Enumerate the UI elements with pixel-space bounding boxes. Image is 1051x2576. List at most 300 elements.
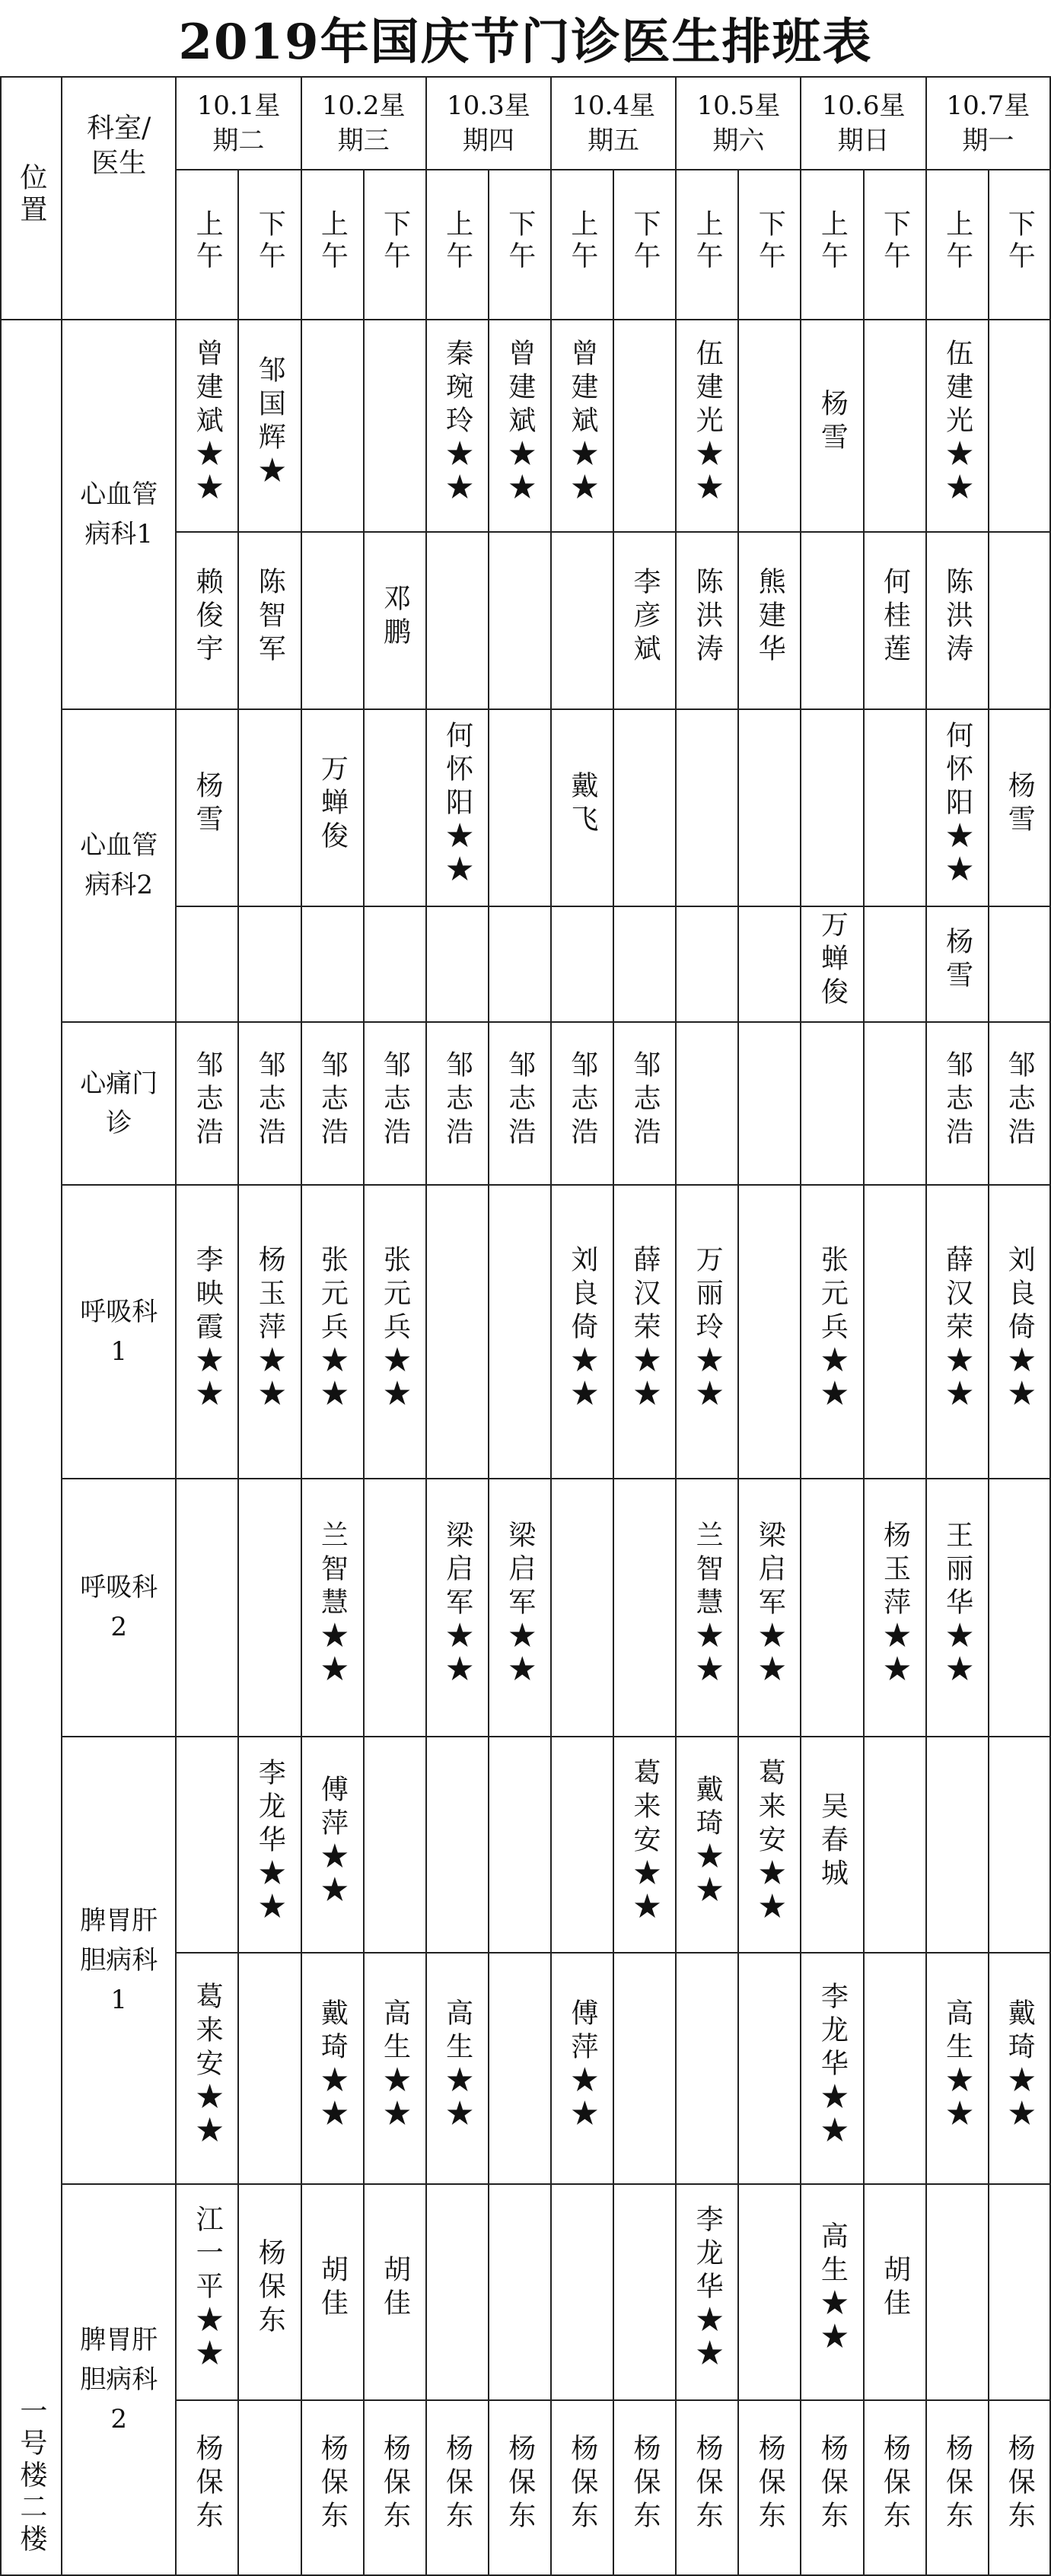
day-date: 10.3星 <box>447 90 530 121</box>
schedule-row <box>1 1185 1050 1478</box>
doctor-name: 何桂莲 <box>879 567 911 668</box>
header-day <box>176 77 301 170</box>
schedule-cell <box>176 906 238 1022</box>
doctor-name: 李龙华★★ <box>817 1981 849 2149</box>
schedule-row <box>1 1737 1050 1953</box>
schedule-cell <box>989 320 1050 532</box>
doctor-name: 梁启军★★ <box>754 1520 786 1688</box>
schedule-cell <box>738 1185 801 1478</box>
schedule-cell <box>176 1022 238 1186</box>
schedule-cell <box>926 1022 989 1186</box>
schedule-cell <box>926 1953 989 2184</box>
department-name: 心血管病科1 <box>80 479 158 550</box>
schedule-cell <box>801 1022 863 1186</box>
schedule-cell <box>301 1185 364 1478</box>
doctor-name: 杨保东 <box>754 2434 786 2535</box>
doctor-name: 陈洪涛 <box>941 567 973 668</box>
schedule-cell <box>489 2184 551 2400</box>
header-dept-label: 科室/医生 <box>87 113 151 179</box>
schedule-cell <box>551 1479 613 1737</box>
header-am-label: 上午 <box>566 209 598 273</box>
doctor-name: 梁启军★★ <box>441 1520 473 1688</box>
schedule-cell <box>551 709 613 906</box>
schedule-cell <box>676 320 738 532</box>
header-am-label: 上午 <box>317 209 349 273</box>
schedule-cell <box>426 2184 489 2400</box>
schedule-cell <box>364 2184 426 2400</box>
doctor-name: 胡佳 <box>317 2255 349 2323</box>
doctor-name: 万蝉俊 <box>317 753 349 855</box>
schedule-cell <box>426 906 489 1022</box>
schedule-cell <box>238 1737 301 1953</box>
doctor-name: 何怀阳★★ <box>441 720 473 888</box>
doctor-name: 邹志浩 <box>379 1049 411 1151</box>
schedule-cell <box>238 906 301 1022</box>
header-pm-label: 下午 <box>754 209 786 273</box>
doctor-name: 邹志浩 <box>504 1049 536 1151</box>
schedule-cell <box>489 1479 551 1737</box>
schedule-cell <box>301 1953 364 2184</box>
doctor-name: 杨保东 <box>317 2434 349 2535</box>
header-am-label: 上午 <box>192 209 224 273</box>
header-pm-label: 下午 <box>1004 209 1036 273</box>
schedule-cell <box>551 906 613 1022</box>
header-pm-label: 下午 <box>379 209 411 273</box>
schedule-cell <box>551 320 613 532</box>
schedule-cell <box>238 1479 301 1737</box>
doctor-name: 赖俊宇 <box>192 567 224 668</box>
header-pm <box>613 170 676 320</box>
header-pm-label: 下午 <box>629 209 661 273</box>
doctor-name: 杨保东 <box>566 2434 598 2535</box>
schedule-cell <box>551 1953 613 2184</box>
schedule-row <box>1 2184 1050 2400</box>
schedule-cell <box>426 320 489 532</box>
day-date: 10.4星 <box>572 90 655 121</box>
doctor-name: 吴春城 <box>817 1791 849 1892</box>
doctor-name: 万丽玲★★ <box>692 1244 724 1412</box>
day-date: 10.7星 <box>946 90 1030 121</box>
schedule-cell <box>238 1185 301 1478</box>
schedule-cell <box>176 1479 238 1737</box>
schedule-cell <box>489 2400 551 2575</box>
schedule-cell <box>238 320 301 532</box>
schedule-cell <box>989 1737 1050 1953</box>
doctor-name: 邓鹏 <box>379 584 411 651</box>
schedule-cell <box>801 1737 863 1953</box>
doctor-name: 何怀阳★★ <box>941 720 973 888</box>
schedule-cell <box>301 2184 364 2400</box>
schedule-cell <box>989 1479 1050 1737</box>
schedule-cell <box>489 709 551 906</box>
schedule-cell <box>613 1022 676 1186</box>
schedule-cell <box>551 2400 613 2575</box>
schedule-cell <box>613 532 676 709</box>
doctor-name: 傅萍★★ <box>566 1998 598 2132</box>
doctor-name: 高生★★ <box>441 1998 473 2132</box>
doctor-name: 邹志浩 <box>254 1049 286 1151</box>
schedule-cell <box>364 1185 426 1478</box>
header-pm <box>364 170 426 320</box>
doctor-name: 邹志浩 <box>441 1049 473 1151</box>
department-cell <box>62 1737 176 2184</box>
schedule-row <box>1 1479 1050 1737</box>
header-am <box>926 170 989 320</box>
doctor-name: 杨保东 <box>504 2434 536 2535</box>
schedule-cell <box>613 2184 676 2400</box>
schedule-cell <box>613 1953 676 2184</box>
header-position-label: 位置 <box>15 163 47 228</box>
doctor-name: 薛汉荣★★ <box>629 1244 661 1412</box>
doctor-name: 高生★★ <box>379 1998 411 2132</box>
department-cell <box>62 1479 176 1737</box>
doctor-name: 邹志浩 <box>192 1049 224 1151</box>
schedule-table <box>0 76 1051 2576</box>
schedule-cell <box>801 532 863 709</box>
schedule-cell <box>801 2400 863 2575</box>
header-pm-label: 下午 <box>504 209 536 273</box>
day-weekday: 期五 <box>588 125 640 156</box>
schedule-cell <box>738 906 801 1022</box>
doctor-name: 杨保东 <box>441 2434 473 2535</box>
doctor-name: 戴琦★★ <box>317 1998 349 2132</box>
schedule-cell <box>738 1737 801 1953</box>
doctor-name: 杨保东 <box>879 2434 911 2535</box>
schedule-cell <box>989 532 1050 709</box>
schedule-row <box>1 320 1050 532</box>
doctor-name: 杨保东 <box>1004 2434 1036 2535</box>
schedule-cell <box>864 1022 926 1186</box>
doctor-name: 梁启军★★ <box>504 1520 536 1688</box>
schedule-cell <box>301 1479 364 1737</box>
doctor-name: 杨保东 <box>941 2434 973 2535</box>
department-name: 脾胃肝胆病科1 <box>80 1906 158 2016</box>
doctor-name: 刘良倚★★ <box>1004 1244 1036 1412</box>
schedule-cell <box>676 1022 738 1186</box>
schedule-cell <box>738 2184 801 2400</box>
schedule-cell <box>676 2400 738 2575</box>
department-cell <box>62 1185 176 1478</box>
schedule-cell <box>676 1185 738 1478</box>
doctor-name: 杨保东 <box>192 2434 224 2535</box>
schedule-cell <box>364 709 426 906</box>
header-day <box>676 77 801 170</box>
schedule-cell <box>426 709 489 906</box>
header-dept <box>62 77 176 320</box>
schedule-cell <box>364 1022 426 1186</box>
doctor-name: 王丽华★★ <box>941 1520 973 1688</box>
schedule-cell <box>426 1737 489 1953</box>
doctor-name: 李彦斌 <box>629 567 661 668</box>
header-pm-label: 下午 <box>879 209 911 273</box>
header-pm <box>864 170 926 320</box>
schedule-cell <box>301 532 364 709</box>
schedule-cell <box>551 2184 613 2400</box>
schedule-cell <box>801 906 863 1022</box>
schedule-cell <box>364 1737 426 1953</box>
header-position <box>1 77 62 320</box>
department-name: 脾胃肝胆病科2 <box>80 2325 158 2435</box>
schedule-cell <box>864 709 926 906</box>
schedule-cell <box>926 532 989 709</box>
header-am-label: 上午 <box>941 209 973 273</box>
schedule-cell <box>989 1953 1050 2184</box>
doctor-name: 薛汉荣★★ <box>941 1244 973 1412</box>
schedule-cell <box>176 2400 238 2575</box>
doctor-name: 杨保东 <box>379 2434 411 2535</box>
schedule-cell <box>426 1479 489 1737</box>
doctor-name: 杨玉萍★★ <box>254 1244 286 1412</box>
doctor-name: 李龙华★★ <box>254 1757 286 1925</box>
day-date: 10.1星 <box>196 90 281 121</box>
schedule-cell <box>364 1479 426 1737</box>
doctor-name: 伍建光★★ <box>941 339 973 507</box>
schedule-cell <box>676 906 738 1022</box>
schedule-cell <box>301 709 364 906</box>
schedule-cell <box>426 1185 489 1478</box>
schedule-cell <box>738 2400 801 2575</box>
doctor-name: 刘良倚★★ <box>566 1244 598 1412</box>
schedule-cell <box>676 1479 738 1737</box>
doctor-name: 曾建斌★★ <box>504 339 536 507</box>
schedule-cell <box>613 709 676 906</box>
schedule-cell <box>238 1022 301 1186</box>
header-am <box>301 170 364 320</box>
schedule-cell <box>176 1185 238 1478</box>
header-pm <box>989 170 1050 320</box>
doctor-name: 李龙华★★ <box>692 2205 724 2373</box>
doctor-name: 邹国辉★ <box>254 355 286 490</box>
schedule-cell <box>926 320 989 532</box>
header-am <box>426 170 489 320</box>
header-pm-label: 下午 <box>254 209 286 273</box>
schedule-cell <box>489 1737 551 1953</box>
schedule-cell <box>426 2400 489 2575</box>
schedule-cell <box>551 1185 613 1478</box>
header-am-label: 上午 <box>817 209 849 273</box>
schedule-cell <box>864 1737 926 1953</box>
schedule-cell <box>801 320 863 532</box>
doctor-name: 杨保东 <box>629 2434 661 2535</box>
location-label: 一号楼二楼 <box>15 2396 47 2556</box>
day-weekday: 期三 <box>337 125 390 156</box>
header-am <box>176 170 238 320</box>
schedule-cell <box>926 1185 989 1478</box>
schedule-cell <box>364 532 426 709</box>
schedule-cell <box>738 532 801 709</box>
doctor-name: 葛来安★★ <box>629 1757 661 1925</box>
schedule-cell <box>176 1953 238 2184</box>
schedule-cell <box>738 1479 801 1737</box>
schedule-cell <box>989 2400 1050 2575</box>
doctor-name: 张元兵★★ <box>817 1244 849 1412</box>
header-pm <box>489 170 551 320</box>
department-cell <box>62 320 176 709</box>
schedule-cell <box>989 1185 1050 1478</box>
schedule-cell <box>989 1022 1050 1186</box>
day-weekday: 期二 <box>212 125 265 156</box>
schedule-cell <box>613 1737 676 1953</box>
day-date: 10.6星 <box>821 90 906 121</box>
page-title: 2019年国庆节门诊医生排班表 <box>178 14 873 71</box>
department-cell <box>62 1022 176 1186</box>
doctor-name: 邹志浩 <box>1004 1049 1036 1151</box>
day-weekday: 期日 <box>837 125 890 156</box>
department-cell <box>62 2184 176 2575</box>
schedule-cell <box>364 906 426 1022</box>
department-name: 呼吸科1 <box>80 1297 158 1368</box>
header-am-label: 上午 <box>692 209 724 273</box>
schedule-row <box>1 709 1050 906</box>
header-pm <box>238 170 301 320</box>
doctor-name: 邹志浩 <box>629 1049 661 1151</box>
schedule-cell <box>301 320 364 532</box>
schedule-cell <box>364 320 426 532</box>
schedule-cell <box>801 2184 863 2400</box>
schedule-cell <box>176 320 238 532</box>
schedule-cell <box>238 2184 301 2400</box>
doctor-name: 秦琬玲★★ <box>441 339 473 507</box>
doctor-name: 杨雪 <box>192 770 224 838</box>
schedule-cell <box>176 1737 238 1953</box>
schedule-cell <box>864 320 926 532</box>
doctor-name: 高生★★ <box>941 1998 973 2132</box>
schedule-cell <box>801 1479 863 1737</box>
schedule-cell <box>426 532 489 709</box>
doctor-name: 葛来安★★ <box>192 1981 224 2149</box>
schedule-cell <box>864 1479 926 1737</box>
schedule-cell <box>238 1953 301 2184</box>
schedule-cell <box>301 906 364 1022</box>
doctor-name: 陈洪涛 <box>692 567 724 668</box>
schedule-cell <box>551 1737 613 1953</box>
doctor-name: 杨雪 <box>1004 770 1036 838</box>
schedule-cell <box>489 320 551 532</box>
schedule-cell <box>926 1737 989 1953</box>
header-am <box>551 170 613 320</box>
doctor-name: 邹志浩 <box>566 1049 598 1151</box>
schedule-cell <box>301 1022 364 1186</box>
day-date: 10.2星 <box>321 90 406 121</box>
doctor-name: 胡佳 <box>879 2255 911 2323</box>
header-am <box>801 170 863 320</box>
doctor-name: 邹志浩 <box>941 1049 973 1151</box>
doctor-name: 胡佳 <box>379 2255 411 2323</box>
schedule-cell <box>364 1953 426 2184</box>
schedule-cell <box>489 1022 551 1186</box>
schedule-cell <box>613 906 676 1022</box>
schedule-cell <box>613 1185 676 1478</box>
doctor-name: 杨雪 <box>941 927 973 995</box>
day-date: 10.5星 <box>696 90 781 121</box>
header-day <box>551 77 676 170</box>
doctor-name: 万蝉俊 <box>817 910 849 1011</box>
header-date-row <box>1 77 1050 170</box>
schedule-cell <box>738 1022 801 1186</box>
doctor-name: 陈智军 <box>254 567 286 668</box>
header-am-label: 上午 <box>441 209 473 273</box>
schedule-cell <box>551 532 613 709</box>
schedule-cell <box>926 709 989 906</box>
schedule-cell <box>238 532 301 709</box>
schedule-cell <box>989 2184 1050 2400</box>
schedule-cell <box>801 709 863 906</box>
schedule-cell <box>301 2400 364 2575</box>
schedule-cell <box>176 2184 238 2400</box>
department-name: 心痛门诊 <box>80 1068 158 1139</box>
doctor-name: 兰智慧★★ <box>317 1520 349 1688</box>
doctor-name: 杨保东 <box>817 2434 849 2535</box>
department-name: 呼吸科2 <box>80 1572 158 1643</box>
doctor-name: 高生★★ <box>817 2221 849 2356</box>
department-cell <box>62 709 176 1021</box>
header-day <box>301 77 426 170</box>
schedule-cell <box>613 2400 676 2575</box>
schedule-cell <box>238 709 301 906</box>
doctor-name: 戴飞 <box>566 770 598 838</box>
schedule-cell <box>801 1185 863 1478</box>
schedule-cell <box>864 1953 926 2184</box>
header-am <box>676 170 738 320</box>
schedule-cell <box>176 532 238 709</box>
schedule-cell <box>301 1737 364 1953</box>
schedule-cell <box>676 709 738 906</box>
day-weekday: 期一 <box>962 125 1014 156</box>
doctor-name: 曾建斌★★ <box>192 339 224 507</box>
doctor-name: 杨保东 <box>692 2434 724 2535</box>
doctor-name: 张元兵★★ <box>317 1244 349 1412</box>
schedule-cell <box>613 320 676 532</box>
schedule-cell <box>926 906 989 1022</box>
header-day <box>926 77 1050 170</box>
schedule-cell <box>738 320 801 532</box>
schedule-cell <box>551 1022 613 1186</box>
schedule-cell <box>676 2184 738 2400</box>
schedule-cell <box>489 1185 551 1478</box>
doctor-name: 曾建斌★★ <box>566 339 598 507</box>
doctor-name: 杨保东 <box>254 2238 286 2339</box>
schedule-row <box>1 1022 1050 1186</box>
doctor-name: 杨玉萍★★ <box>879 1520 911 1688</box>
schedule-cell <box>864 532 926 709</box>
doctor-name: 伍建光★★ <box>692 339 724 507</box>
schedule-cell <box>489 906 551 1022</box>
doctor-name: 李映霞★★ <box>192 1244 224 1412</box>
schedule-cell <box>676 1953 738 2184</box>
doctor-name: 戴琦★★ <box>692 1774 724 1909</box>
doctor-name: 傅萍★★ <box>317 1774 349 1909</box>
doctor-name: 葛来安★★ <box>754 1757 786 1925</box>
schedule-cell <box>238 2400 301 2575</box>
day-weekday: 期六 <box>712 125 765 156</box>
schedule-cell <box>426 1953 489 2184</box>
schedule-cell <box>676 532 738 709</box>
doctor-name: 张元兵★★ <box>379 1244 411 1412</box>
schedule-cell <box>426 1022 489 1186</box>
schedule-cell <box>989 709 1050 906</box>
schedule-cell <box>613 1479 676 1737</box>
schedule-cell <box>489 532 551 709</box>
doctor-name: 邹志浩 <box>317 1049 349 1151</box>
schedule-cell <box>864 2400 926 2575</box>
schedule-cell <box>176 709 238 906</box>
header-day <box>426 77 551 170</box>
schedule-cell <box>926 2400 989 2575</box>
schedule-cell <box>489 1953 551 2184</box>
doctor-name: 熊建华 <box>754 567 786 668</box>
location-cell <box>1 320 62 2575</box>
schedule-cell <box>676 1737 738 1953</box>
